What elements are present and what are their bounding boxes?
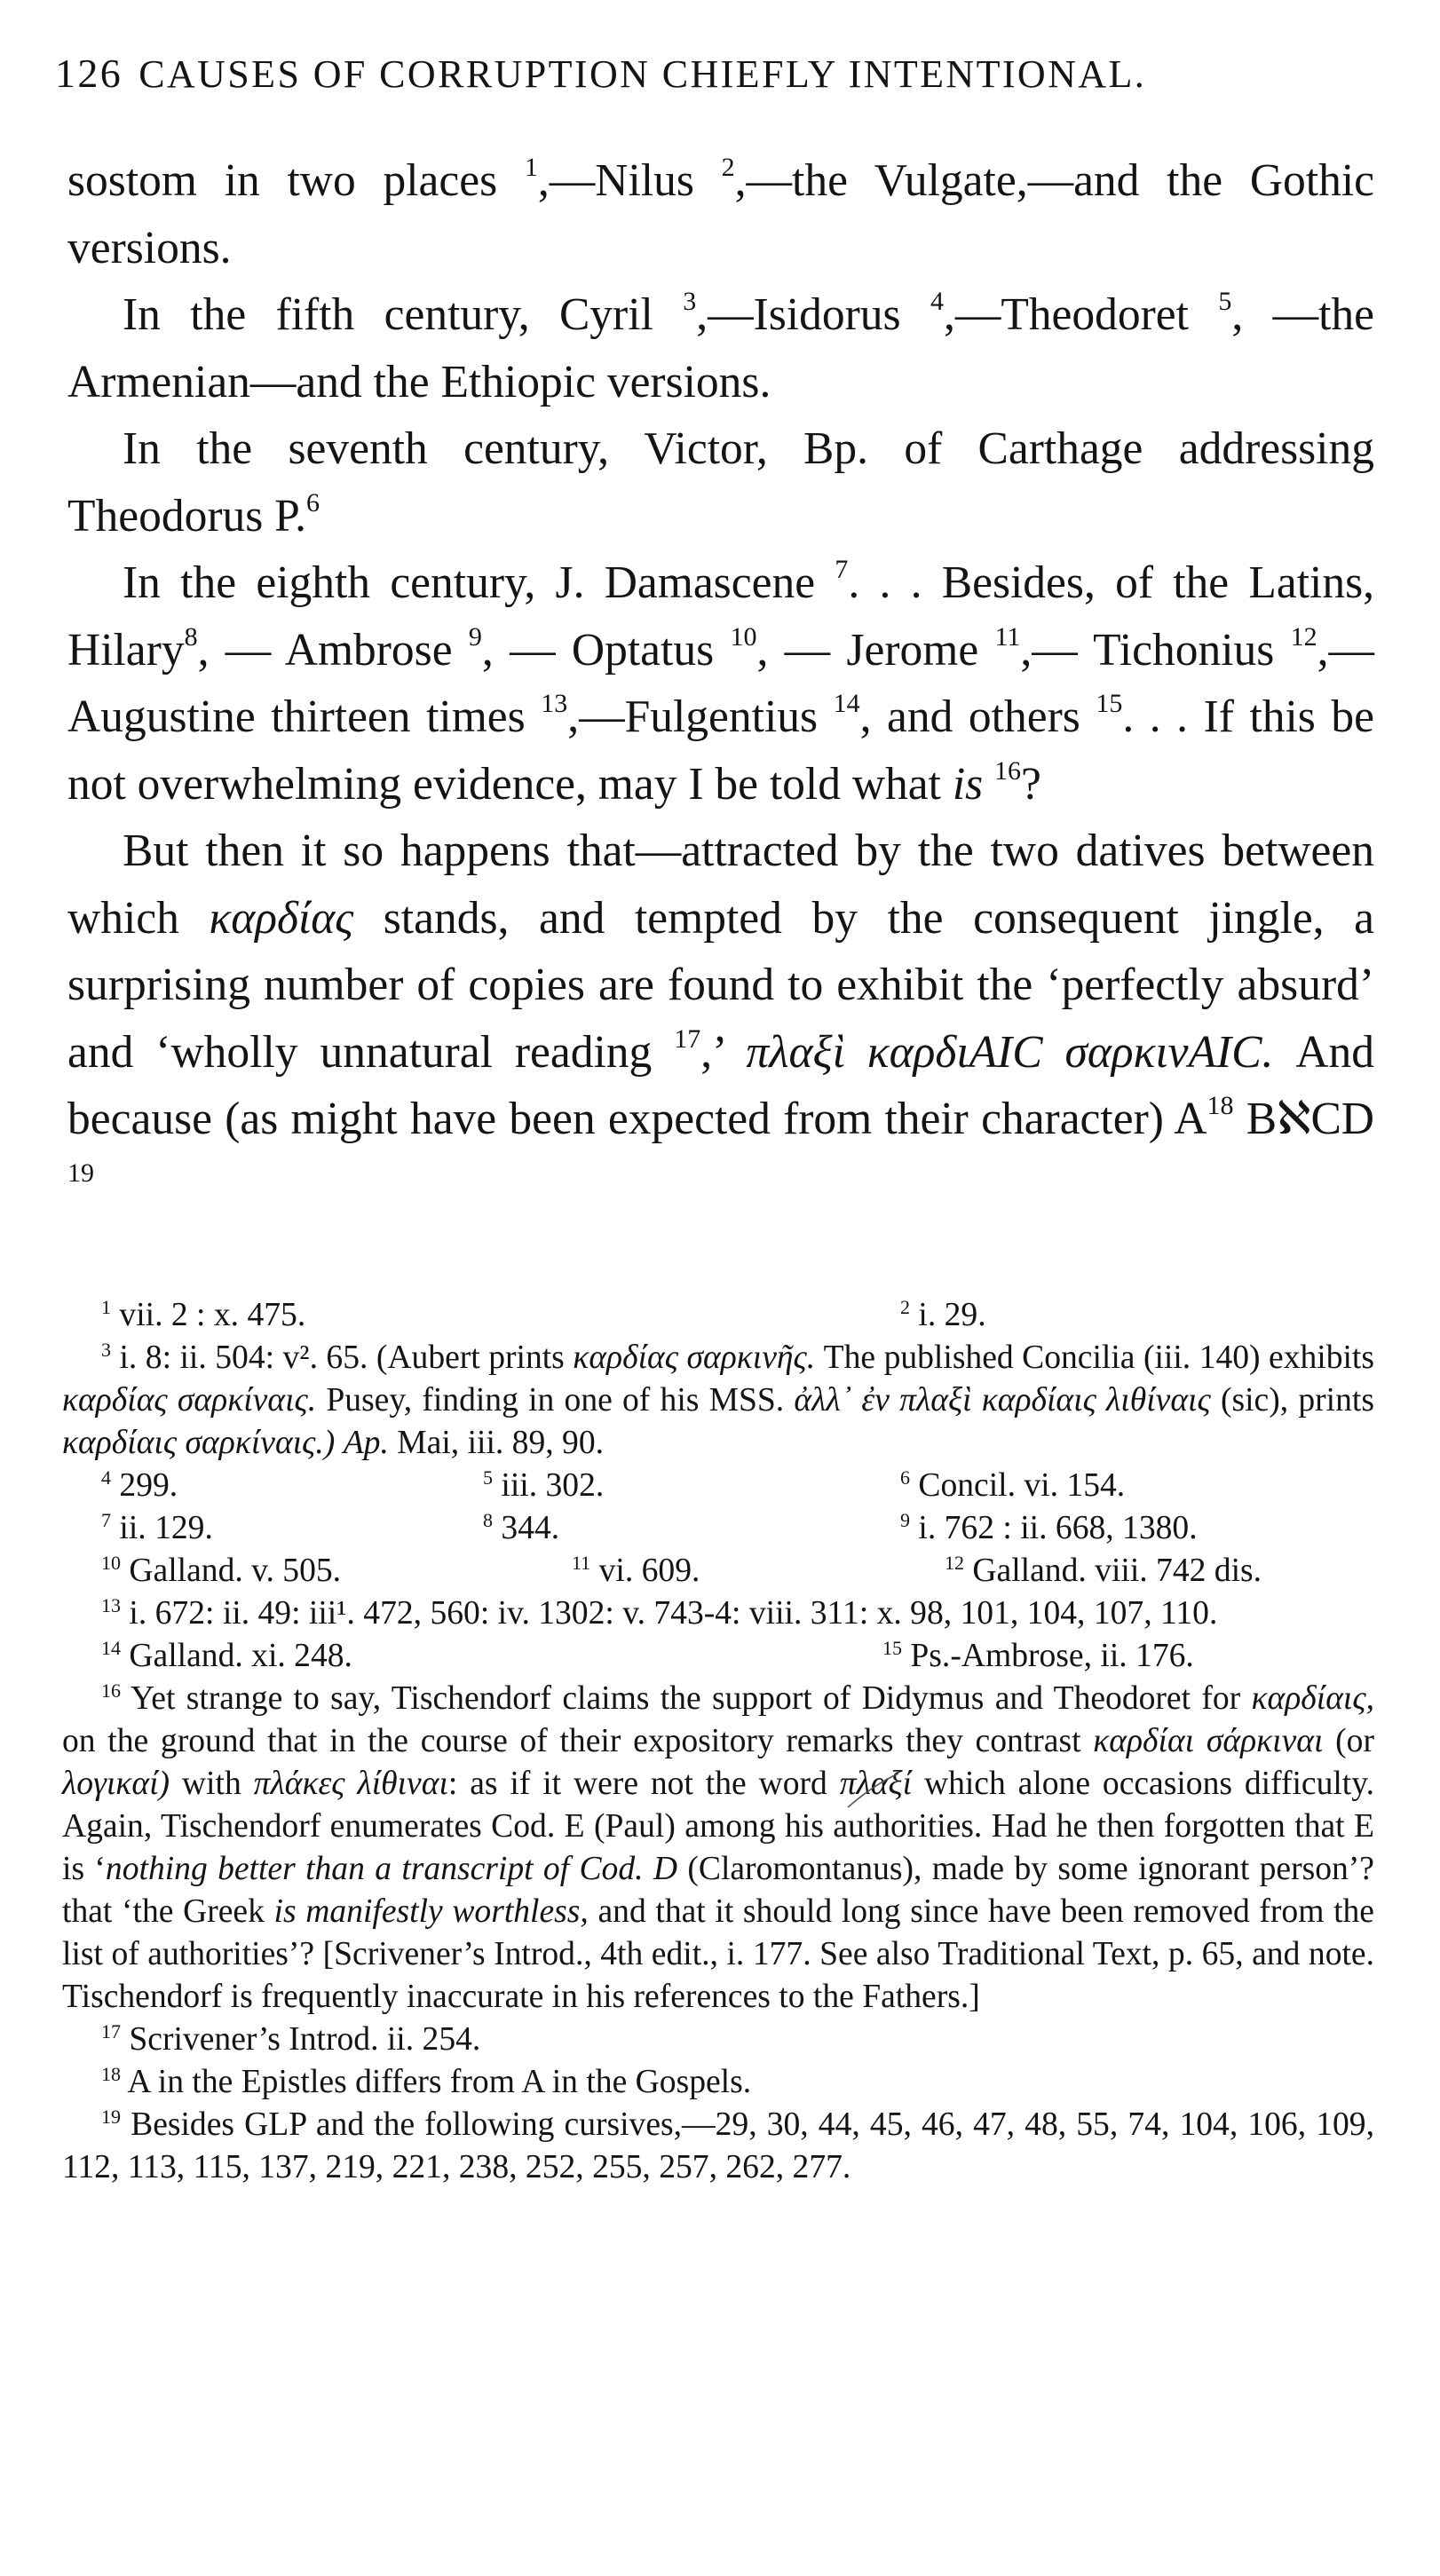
footnote-ref: 15 — [1096, 689, 1123, 718]
footnote-row — [62, 1550, 1374, 1592]
footnote-ref: 2 — [721, 153, 735, 182]
running-header — [55, 50, 1383, 97]
footnote-ref: 7 — [835, 555, 849, 584]
footnote-12: $^{12}$ Galland. viii. 742 dis. — [945, 1552, 1262, 1589]
footnote-ref: 19 — [67, 1158, 94, 1188]
paragraph-2: In the fifth century, Cyril $^3$,—Isidorus $^4$,—Theodoret $^5$, —the Armenian—and the Ethiopic versions. — [67, 287, 1375, 407]
footnote-17: $^{17}$ Scrivener’s Introd. ii. 254. — [101, 2020, 481, 2058]
footnote-6: $^6$ Concil. vi. 154. — [900, 1466, 1126, 1504]
footnote-row — [62, 1507, 1374, 1550]
footnote-ref: 18 — [1207, 1091, 1234, 1120]
footnote-ref: 3 — [683, 287, 697, 316]
footnote-ref: 1 — [524, 153, 538, 182]
footnote-ref: 12 — [1290, 621, 1317, 652]
footnote-2: $^2$ i. 29. — [900, 1296, 986, 1333]
paragraph-5: But then it so happens that—attracted by the two datives between which καρδίας stands, and tempted by the consequent jingle, a surprising number of copies are found to exhibit the ‘perfectly absurd’ and ‘wholly unnatural reading $^{17}$,’ πλαξὶ καρδιΑΙϹ σαρκινΑΙϹ. And because (as might have been expected from their character) $A^{18}$ BℵCD $^{19}$ — [67, 826, 1375, 1188]
paragraph-1: sostom in two places $^1$,—Nilus $^2$,—the Vulgate,—and the Gothic versions. — [67, 153, 1375, 273]
footnote-ref: 14 — [833, 689, 860, 718]
running-title: CAUSES OF CORRUPTION CHIEFLY INTENTIONAL. — [138, 52, 1147, 96]
footnote-3: $^3$ i. 8: ii. 504: v². 65. (Aubert prints καρδίας σαρκινῆς. The published Concilia (iii. 140) exhibits καρδίας σαρκίναις. Pusey, finding in one of his MSS. ἀλλ᾽ ἐν πλαξὶ καρδίαις λιθίναις (sic), prints καρδίαις σαρκίναις.) Ap. Mai, iii. 89, 90. — [62, 1339, 1375, 1461]
footnote-15: $^{15}$ Ps.-Ambrose, ii. 176. — [882, 1637, 1194, 1674]
footnote-7: $^7$ ii. 129. — [101, 1509, 213, 1546]
footnote-13: $^{13}$ i. 672: ii. 49: iii¹. 472, 560: iv. 1302: v. 743-4: viii. 311: x. 98, 101, 104, 107, 110. — [101, 1594, 1218, 1632]
footnote-row — [62, 1635, 1374, 1678]
footnote-ref: 5 — [1218, 287, 1232, 316]
footnote-ref: 10 — [730, 621, 757, 652]
footnotes — [62, 1294, 1374, 2189]
footnote-10: $^{10}$ Galland. v. 505. — [101, 1552, 342, 1589]
footnote-ref: 8 — [184, 621, 198, 652]
page-number: 126 — [55, 51, 123, 96]
footnote-row — [62, 1465, 1374, 1507]
footnote-14: $^{14}$ Galland. xi. 248. — [101, 1637, 352, 1674]
paragraph-3: In the seventh century, Victor, Bp. of Carthage addressing Theodorus P.$^6$ — [67, 423, 1374, 541]
footnote-ref: 4 — [930, 287, 944, 316]
paragraph-4: In the eighth century, J. Damascene $^7$. . . Besides, of the Latins, Hilary$^8$, — Ambrose $^9$, — Optatus $^{10}$, — Jerome $^{11}$,— Tichonius $^{12}$,—Augustine thirteen times $^{13}$,—Fulgentius $^{14}$, and others $^{15}$. . . If this be not overwhelming evidence, may I be told what is $^{16}$? — [67, 555, 1375, 810]
footnote-5: $^5$ iii. 302. — [483, 1466, 605, 1504]
footnote-19: $^{19}$ Besides GLP and the following cursives,—29, 30, 44, 45, 46, 47, 48, 55, 74, 104, 106, 109, 112, 113, 115, 137, 219, 221, 238, 252, 255, 257, 262, 277. — [62, 2106, 1374, 2185]
footnote-ref: 17 — [674, 1023, 701, 1054]
footnote-ref: 13 — [541, 689, 568, 718]
footnote-16: $^{16}$ Yet strange to say, Tischendorf claims the support of Didymus and Theodoret for καρδίαις, on the ground that in the course of their expository remarks they contrast καρδίαι σάρκιναι (or λογικαί) with πλάκες λίθιναι: as if it were not the word πλαξί which alone occasions difficulty. Again, Tischendorf enumerates Cod. E (Paul) among his authorities. Had he then forgotten that E is ‘nothing better than a transcript of Cod. D (Claromontanus), made by some ignorant person’? that ‘the Greek is manifestly worthless, and that it should long since have been removed from the list of authorities’? [Scrivener’s Introd., 4th edit., i. 177. See also Traditional Text, p. 65, and note. Tischendorf is frequently inaccurate in his references to the Fathers.] — [62, 1679, 1374, 2015]
footnote-ref: 6 — [305, 487, 320, 518]
footnote-11: $^{11}$ vi. 609. — [572, 1552, 700, 1589]
footnote-18: $^{18}$ A in the Epistles differs from A in the Gospels. — [101, 2063, 752, 2100]
footnote-1: $^1$ vii. 2 : x. 475. — [101, 1296, 306, 1333]
footnote-ref: 9 — [468, 621, 482, 652]
footnote-ref: 11 — [994, 621, 1021, 652]
footnote-row — [62, 1294, 1374, 1337]
footnote-4: $^4$ 299. — [101, 1466, 178, 1504]
main-text — [67, 147, 1374, 1220]
footnote-8: $^8$ 344. — [483, 1509, 560, 1546]
greek-text: πλαξὶ καρδιΑΙϹ σαρκινΑΙϹ. — [746, 1026, 1274, 1078]
greek-text: καρδίας — [209, 892, 354, 944]
footnote-9: $^9$ i. 762 : ii. 668, 1380. — [900, 1509, 1198, 1546]
footnote-ref: 16 — [994, 755, 1022, 786]
